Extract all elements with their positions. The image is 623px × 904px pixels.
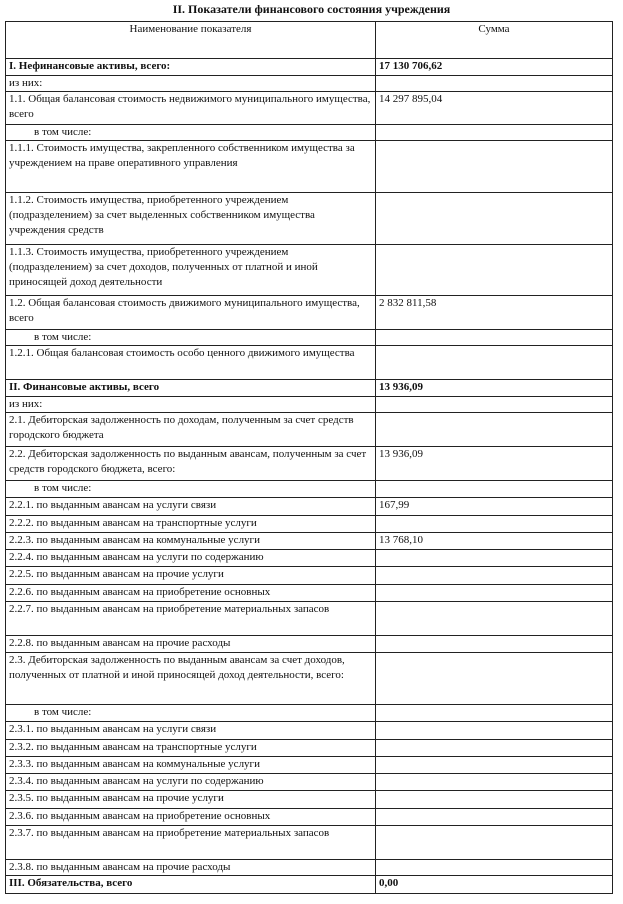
indicator-name: 2.3.8. по выданным авансам на прочие расходы <box>6 860 376 876</box>
table-row <box>6 740 613 757</box>
table-row <box>6 397 613 413</box>
table-row <box>6 550 613 567</box>
table-row <box>6 330 613 346</box>
indicator-sum <box>376 141 613 193</box>
table-row <box>6 516 613 533</box>
table-row <box>6 602 613 636</box>
indicator-sum <box>376 740 613 757</box>
indicator-sum <box>376 193 613 245</box>
indicator-sum: 13 936,09 <box>376 380 613 397</box>
indicator-name: 1.2. Общая балансовая стоимость движимого муниципального имущества, всего <box>6 296 376 330</box>
indicator-name: 2.2.3. по выданным авансам на коммунальные услуги <box>6 533 376 550</box>
indicator-name: 2.3.4. по выданным авансам на услуги по содержанию <box>6 774 376 791</box>
indicator-name: 2.2.2. по выданным авансам на транспортные услуги <box>6 516 376 533</box>
indicator-name: 1.2.1. Общая балансовая стоимость особо ценного движимого имущества <box>6 346 376 380</box>
table-row <box>6 498 613 516</box>
indicator-name: II. Финансовые активы, всего <box>6 380 376 397</box>
indicator-sum <box>376 125 613 141</box>
table-body <box>6 59 613 894</box>
indicator-sum <box>376 602 613 636</box>
indicator-sum <box>376 567 613 585</box>
indicator-name: 2.2.5. по выданным авансам на прочие услуги <box>6 567 376 585</box>
indicator-sum <box>376 705 613 722</box>
table-row <box>6 92 613 125</box>
table-row <box>6 245 613 296</box>
indicator-sum <box>376 757 613 774</box>
table-row <box>6 860 613 876</box>
indicator-name: I. Нефинансовые активы, всего: <box>6 59 376 76</box>
table-row <box>6 809 613 826</box>
table-row <box>6 791 613 809</box>
indicator-sum <box>376 330 613 346</box>
table-row <box>6 567 613 585</box>
table-row <box>6 757 613 774</box>
table-row <box>6 876 613 894</box>
indicator-sum <box>376 481 613 498</box>
section-title: II. Показатели финансового состояния учреждения <box>172 2 451 16</box>
table-row <box>6 380 613 397</box>
indicator-sum: 2 832 811,58 <box>376 296 613 330</box>
header-name: Наименование показателя <box>6 22 376 59</box>
indicator-sum: 167,99 <box>376 498 613 516</box>
indicator-name: 2.2.6. по выданным авансам на приобретение основных <box>6 585 376 602</box>
indicator-name: 2.1. Дебиторская задолженность по доходам, полученным за счет средств городского бюджета <box>6 413 376 447</box>
table-row <box>6 125 613 141</box>
indicator-sum: 0,00 <box>376 876 613 894</box>
indicator-name: 2.2. Дебиторская задолженность по выданным авансам, полученным за счет средств городского бюджета, всего: <box>6 447 376 481</box>
indicator-sum <box>376 826 613 860</box>
indicator-name: 1.1. Общая балансовая стоимость недвижимого муниципального имущества, всего <box>6 92 376 125</box>
table-row <box>6 722 613 740</box>
table-row <box>6 346 613 380</box>
indicator-name: в том числе: <box>6 481 376 498</box>
indicator-name: 2.3.6. по выданным авансам на приобретение основных <box>6 809 376 826</box>
table-row <box>6 826 613 860</box>
table-row <box>6 141 613 193</box>
indicator-name: 2.2.4. по выданным авансам на услуги по содержанию <box>6 550 376 567</box>
table-row <box>6 59 613 76</box>
indicator-name: 1.1.3. Стоимость имущества, приобретенного учреждением (подразделением) за счет доходов, полученных от платной и иной приносящей доход деятельности <box>6 245 376 296</box>
table-row <box>6 636 613 653</box>
indicator-sum: 17 130 706,62 <box>376 59 613 76</box>
table-row <box>6 193 613 245</box>
indicator-name: из них: <box>6 76 376 92</box>
indicator-name: в том числе: <box>6 705 376 722</box>
indicator-name: 2.3.7. по выданным авансам на приобретение материальных запасов <box>6 826 376 860</box>
table-row <box>6 585 613 602</box>
indicator-sum <box>376 516 613 533</box>
indicator-sum <box>376 245 613 296</box>
indicator-name: 2.3.1. по выданным авансам на услуги связи <box>6 722 376 740</box>
indicator-sum <box>376 774 613 791</box>
table-row <box>6 774 613 791</box>
indicator-name: в том числе: <box>6 330 376 346</box>
indicator-sum <box>376 722 613 740</box>
indicator-sum <box>376 346 613 380</box>
table-row <box>6 413 613 447</box>
indicator-name: 2.2.7. по выданным авансам на приобретение материальных запасов <box>6 602 376 636</box>
indicator-name: 2.2.8. по выданным авансам на прочие расходы <box>6 636 376 653</box>
indicator-name: 1.1.1. Стоимость имущества, закрепленного собственником имущества за учреждением на праве оперативного управления <box>6 141 376 193</box>
indicator-name: 2.3. Дебиторская задолженность по выданным авансам за счет доходов, полученных от платной и иной приносящей доход деятельности, всего: <box>6 653 376 705</box>
table-row <box>6 705 613 722</box>
indicator-name: 2.3.5. по выданным авансам на прочие услуги <box>6 791 376 809</box>
header-sum: Сумма <box>376 22 613 59</box>
indicator-name: III. Обязательства, всего <box>6 876 376 894</box>
indicator-sum <box>376 397 613 413</box>
table-header-row <box>6 22 613 59</box>
indicator-name: 2.3.2. по выданным авансам на транспортные услуги <box>6 740 376 757</box>
indicator-sum: 14 297 895,04 <box>376 92 613 125</box>
indicator-sum <box>376 653 613 705</box>
indicator-sum <box>376 550 613 567</box>
table-row <box>6 296 613 330</box>
indicator-name: из них: <box>6 397 376 413</box>
indicator-sum <box>376 585 613 602</box>
indicator-sum <box>376 809 613 826</box>
indicator-sum <box>376 413 613 447</box>
indicator-name: в том числе: <box>6 125 376 141</box>
indicator-sum <box>376 791 613 809</box>
indicator-sum: 13 768,10 <box>376 533 613 550</box>
financial-indicators-table <box>5 21 613 894</box>
table-row <box>6 481 613 498</box>
indicator-name: 2.2.1. по выданным авансам на услуги связи <box>6 498 376 516</box>
table-row <box>6 76 613 92</box>
table-row <box>6 447 613 481</box>
indicator-sum <box>376 636 613 653</box>
table-row <box>6 653 613 705</box>
indicator-sum: 13 936,09 <box>376 447 613 481</box>
indicator-name: 1.1.2. Стоимость имущества, приобретенного учреждением (подразделением) за счет выделенных собственником имущества учреждения средств <box>6 193 376 245</box>
indicator-sum <box>376 76 613 92</box>
table-row <box>6 533 613 550</box>
indicator-name: 2.3.3. по выданным авансам на коммунальные услуги <box>6 757 376 774</box>
indicator-sum <box>376 860 613 876</box>
